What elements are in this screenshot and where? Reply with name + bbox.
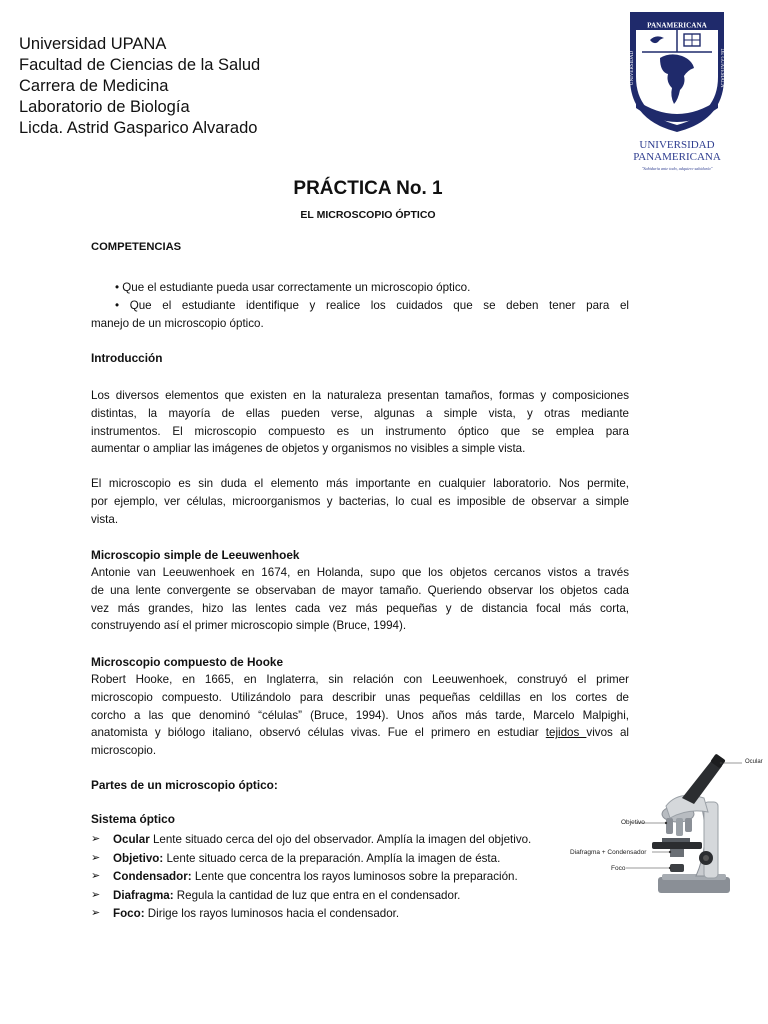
- header-line: Universidad UPANA: [19, 35, 167, 53]
- text-line: por ejemplo, ver células, microorganismos y bacterias, lo cual es imposible de observar a simple: [91, 494, 629, 508]
- svg-text:DE GUATEMALA: DE GUATEMALA: [719, 48, 724, 88]
- part-term: Foco:: [113, 907, 145, 920]
- text-line: Robert Hooke, en 1665, en Inglaterra, sin relación con Leeuwenhoek, construyó el primer: [91, 673, 629, 686]
- introduccion-paragraph-2: [91, 475, 629, 528]
- competencia-item: • Que el estudiante pueda usar correctamente un microscopio óptico.: [115, 281, 471, 294]
- parts-list: [91, 831, 591, 924]
- list-item: [91, 868, 591, 887]
- text-line: microscopio compuesto. Utilizándolo para describir unas pequeñas celdillas en los cortes de: [91, 690, 629, 704]
- arrow-bullet-icon: ➢: [91, 870, 101, 882]
- list-item: [91, 831, 591, 850]
- text-line: instrumentos. El microscopio compuesto es un instrumento óptico que se emplea para: [91, 424, 629, 438]
- part-description: Regula la cantidad de luz que entra en el condensador.: [173, 888, 461, 902]
- part-description: Lente situado cerca del ojo del observador. Amplía la imagen del objetivo.: [149, 833, 532, 846]
- text-line: distintas, la mayoría de ellas pueden verse, algunas a simple vista, y otras mediante: [91, 406, 629, 420]
- introduccion-paragraph-1: [91, 387, 629, 458]
- figure-label-ocular: Ocular: [745, 759, 763, 765]
- text-fragment: anatomista y biólogo italiano, observó células vivas. Fue el primero en estudiar: [91, 726, 546, 740]
- text-line: corcho a las que denominó “células” (Bruce, 1994). Unos años más tarde, Marcelo Malpighi,: [91, 708, 629, 722]
- text-line: vez más grandes, hizo las lentes cada vez más pequeñas y de distancia focal más corta,: [91, 601, 629, 615]
- arrow-bullet-icon: ➢: [91, 851, 101, 864]
- page-subtitle: EL MICROSCOPIO ÓPTICO: [300, 209, 436, 221]
- introduccion-heading: Introducción: [91, 351, 163, 365]
- header-line: Laboratorio de Biología: [19, 98, 190, 116]
- figure-label-diafragma: Diafragma + Condensador: [570, 849, 647, 856]
- text-line: aumentar o ampliar las imágenes de objetos y organismos no visibles a simple vista.: [91, 442, 526, 456]
- competencias-list: [91, 279, 629, 332]
- partes-heading: Partes de un microscopio óptico:: [91, 778, 278, 792]
- logo-motto: "Sabiduría ante todo, adquiere sabiduría": [641, 166, 713, 171]
- microscope-illustration: [566, 752, 766, 902]
- text-line: microscopio.: [91, 744, 157, 758]
- header-line: Facultad de Ciencias de la Salud: [19, 56, 261, 74]
- text-line: de una lente convergente se observaban de mayor tamaño. Queriendo observar los objetos cada: [91, 583, 629, 597]
- text-line: Antonie van Leeuwenhoek en 1674, en Holanda, supo que los objetos cercanos vistos a través: [91, 566, 629, 579]
- leeuwenhoek-heading: Microscopio simple de Leeuwenhoek: [91, 548, 300, 562]
- part-term: Diafragma:: [113, 888, 174, 902]
- text-line: Los diversos elementos que existen en la naturaleza presentan tamaños, formas y composiciones: [91, 389, 629, 402]
- text-line: vista.: [91, 512, 119, 526]
- header-line: Carrera de Medicina: [19, 77, 169, 95]
- page-title: PRÁCTICA No. 1: [293, 178, 443, 199]
- hooke-heading: Microscopio compuesto de Hooke: [91, 655, 284, 669]
- competencias-heading: COMPETENCIAS: [91, 241, 182, 253]
- part-description: Lente que concentra los rayos luminosos sobre la preparación.: [191, 870, 518, 883]
- part-term: Ocular: [113, 833, 150, 846]
- tejidos-underlined: tejidos: [545, 726, 587, 740]
- part-description: Lente situado cerca de la preparación. Amplía la imagen de ésta.: [163, 851, 501, 865]
- arrow-bullet-icon: ➢: [91, 888, 101, 901]
- arrow-bullet-icon: ➢: [91, 833, 101, 845]
- hooke-paragraph: [91, 671, 629, 760]
- figure-label-foco: Foco: [611, 865, 626, 872]
- header-line: Licda. Astrid Gasparico Alvarado: [19, 119, 258, 137]
- svg-text:UNIVERSIDAD: UNIVERSIDAD: [630, 50, 635, 86]
- list-item: [91, 905, 591, 924]
- logo-top-text: PANAMERICANA: [647, 21, 707, 30]
- competencia-item: • Que el estudiante identifique y realice los cuidados que se deben tener para el: [115, 298, 629, 312]
- logo-wordmark-1: UNIVERSIDAD: [639, 139, 715, 151]
- list-item: [91, 850, 591, 869]
- figure-label-objetivo: Objetivo: [621, 819, 645, 826]
- part-description: Dirige los rayos luminosos hacia el condensador.: [144, 907, 400, 920]
- text-line: [91, 724, 629, 742]
- part-term: Objetivo:: [113, 851, 164, 865]
- part-term: Condensador:: [113, 870, 192, 883]
- sistema-optico-heading: Sistema óptico: [91, 812, 175, 826]
- institution-header: [19, 34, 260, 139]
- text-fragment: vivos al: [586, 726, 629, 740]
- arrow-bullet-icon: ➢: [91, 907, 101, 919]
- logo-wordmark-2: PANAMERICANA: [633, 151, 721, 163]
- leeuwenhoek-paragraph: [91, 564, 629, 635]
- list-item: [91, 887, 591, 906]
- competencia-item-continued: manejo de un microscopio óptico.: [91, 316, 264, 330]
- text-line: construyendo así el primer microscopio simple (Bruce, 1994).: [91, 619, 407, 633]
- text-line: El microscopio es sin duda el elemento más importante en cualquier laboratorio. Nos permite,: [91, 477, 629, 490]
- university-logo: [622, 8, 732, 174]
